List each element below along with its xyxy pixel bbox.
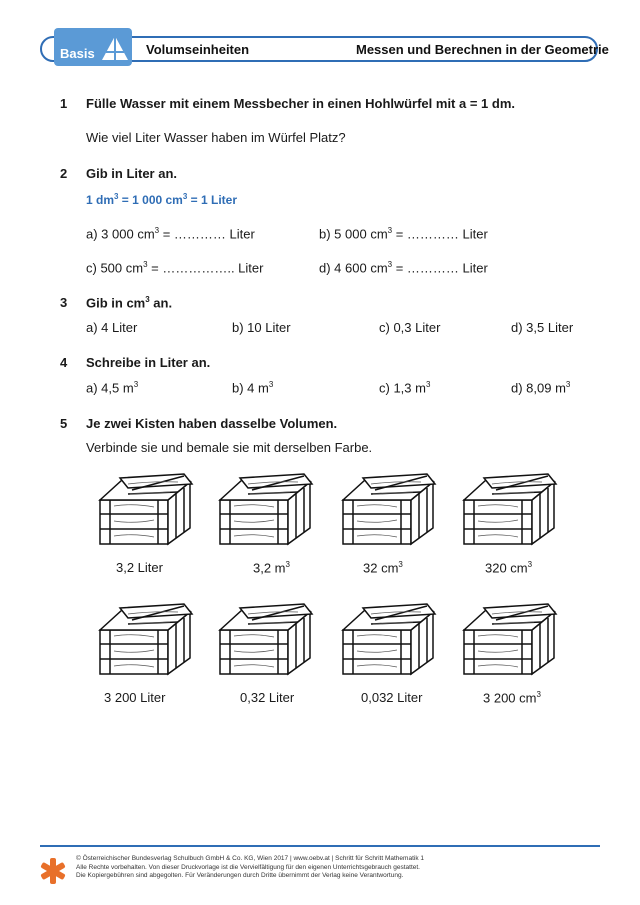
- task-4b: b) 4 $m^3$: [232, 380, 274, 396]
- crate-image: [462, 600, 554, 672]
- crate-label-8: 3 200 $cm^3$: [483, 690, 541, 706]
- task-3-number: 3: [60, 295, 68, 310]
- crate-label-1: 3,2 Liter: [116, 560, 163, 575]
- task-4-number: 4: [60, 355, 68, 370]
- triangle-icon: [100, 34, 130, 64]
- chapter-title: Messen und Berechnen in der Geometrie: [356, 42, 609, 57]
- crate-image: [341, 470, 433, 542]
- crate-label-2: 3,2 $m^3$: [253, 560, 290, 576]
- task-4d: d) 8,09 $m^3$: [511, 380, 571, 396]
- crate-image: [218, 600, 310, 672]
- crate-label-4: 320 $cm^3$: [485, 560, 533, 576]
- basis-label: Basis: [60, 46, 95, 61]
- crate-image: [98, 470, 190, 542]
- footer-divider: [40, 845, 600, 847]
- task-4c: c) 1,3 $m^3$: [379, 380, 431, 396]
- topic-title: Volumseinheiten: [146, 42, 250, 57]
- task-2-formula: 1 $dm^3 = 1$ 000 $cm^3 = 1$ Liter: [86, 192, 237, 207]
- task-3b: b) 10 Liter: [232, 320, 291, 335]
- task-4-title: Schreibe in Liter an.: [86, 355, 211, 370]
- crate-label-7: 0,032 Liter: [361, 690, 423, 705]
- task-3c: c) 0,3 Liter: [379, 320, 441, 335]
- task-1-number: 1: [60, 96, 68, 111]
- crate-image: [462, 470, 554, 542]
- task-2b: b) 5 000 $cm^3$ = ………… Liter: [319, 226, 488, 242]
- publisher-logo-icon: [38, 856, 68, 886]
- crate-label-5: 3 200 Liter: [104, 690, 166, 705]
- crate-image: [98, 600, 190, 672]
- task-2-number: 2: [60, 166, 68, 181]
- task-2c: c) 500 $cm^3$ = …………….. Liter: [86, 260, 264, 276]
- task-1-question: Wie viel Liter Wasser haben im Würfel Platz?: [86, 130, 346, 145]
- crate-image: [341, 600, 433, 672]
- task-2-title: Gib in Liter an.: [86, 166, 178, 181]
- task-5-instruction: Verbinde sie und bemale sie mit derselben Farbe.: [86, 440, 373, 455]
- crate-label-6: 0,32 Liter: [240, 690, 295, 705]
- task-1-title: Fülle Wasser mit einem Messbecher in einen Hohlwürfel mit a = 1 dm.: [86, 96, 515, 111]
- task-2a: a) 3 000 $cm^3$ = ………… Liter: [86, 226, 255, 242]
- task-3-title: Gib in $cm^3$ an.: [86, 295, 173, 311]
- task-3a: a) 4 Liter: [86, 320, 138, 335]
- crate-image: [218, 470, 310, 542]
- task-4a: a) 4,5 $m^3$: [86, 380, 139, 396]
- task-5-title: Je zwei Kisten haben dasselbe Volumen.: [86, 416, 338, 431]
- task-5-number: 5: [60, 416, 68, 431]
- task-3d: d) 3,5 Liter: [511, 320, 574, 335]
- task-2d: d) 4 600 $cm^3$ = ………… Liter: [319, 260, 488, 276]
- footer-text: © Österreichischer Bundesverlag Schulbuch GmbH & Co. KG, Wien 2017 | www.oebv.at | Schritt für Schritt Mathematik 1 Alle Rechte vorbehalten. Von dieser Druckvorlage ist die Vervielfältigung für den eigenen Unterrichtsgebrauch gestattet. Die Kopiergebühren sind abgegolten. Für Veränderungen durch Dritte übernimmt der Verlag keine Verantwortung.: [76, 855, 424, 879]
- crate-label-3: 32 $cm^3$: [363, 560, 403, 576]
